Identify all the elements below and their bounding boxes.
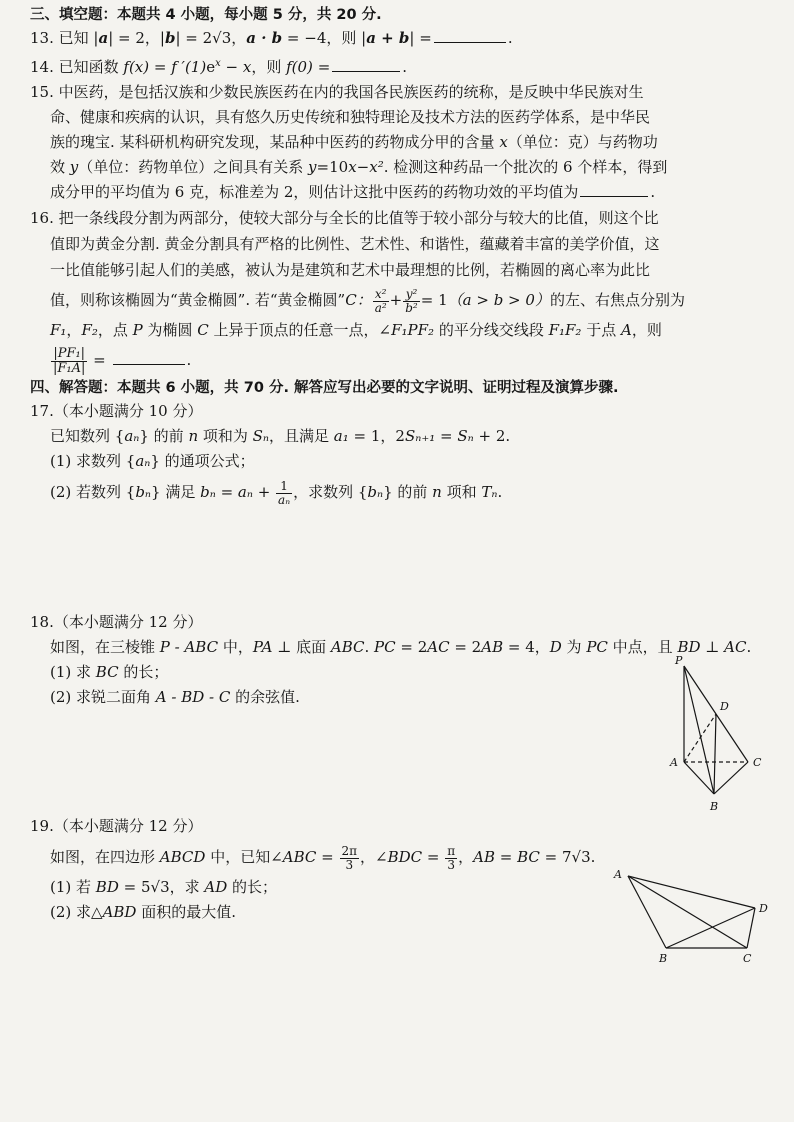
label-c: C (743, 952, 752, 965)
section-3-heading: 三、填空题：本题共 4 小题，每小题 5 分，共 20 分. (30, 7, 382, 23)
edge-bd (714, 714, 716, 794)
question-14: 14. 已知函数 f(x) = f $'(1)e^x - x$，则 f(0) = . (30, 58, 408, 76)
answer-blank[interactable] (434, 42, 506, 43)
diagonal-bd (666, 908, 755, 948)
tetrahedron-figure (664, 652, 774, 814)
edge-pb (684, 666, 714, 794)
label-a: A (670, 756, 678, 769)
answer-blank[interactable] (113, 364, 185, 365)
edge-bc (714, 762, 748, 794)
label-d: D (720, 700, 729, 713)
edge-ad-hidden (684, 714, 716, 762)
quadrilateral-figure (610, 866, 780, 968)
label-d: D (759, 902, 768, 915)
label-a: A (614, 868, 622, 881)
label-b: B (710, 800, 719, 813)
question-16: 16. 把一条线段分割为两部分，使较大部分与全长的比值等于较小部分与较大的比值，则这个比 值即为黄金分割. 黄金分割具有严格的比例性、艺术性、和谐性，蕴藏着丰富的美学价值，这 一比值能够引起人们的美感，被认为是建筑和艺术中最理想的比例，若椭圆的离心率为此比 值，则称该椭圆为“黄金椭圆”. 若“黄金椭圆”C： $\frac{\text{x²}}{\text{a²}}$ + $\frac{\text{y²}}{\text{b²}}$ = 1（a > b > 0）的左、右焦点分别为 F₁，F₂，点 P 为椭圆 C 上异于顶点的任意一点，∠F₁PF₂ 的平分线交线段 F₁F₂ 于点 A，则 $\frac{\text{|PF₁|}}{\text{|F₁A|}}$ = . (30, 209, 685, 376)
side-da (628, 876, 755, 908)
answer-blank[interactable] (580, 196, 648, 197)
edge-ab (684, 762, 714, 794)
question-13: 13. 已知 |a| = 2，|b| = 2√3，a · b = −4，则 |a + b| = . (30, 29, 513, 47)
side-cd (747, 908, 755, 948)
label-c: C (753, 756, 762, 769)
question-15: 15. 中医药，是包括汉族和少数民族医药在内的我国各民族医药的统称，是反映中华民族对生 命、健康和疾病的认识，具有悠久历史传统和独特理论及技术方法的医药学体系，是中华民 族的瑰宝. 某科研机构研究发现，某品种中医药的药物成分甲的含量 x（单位：克）与药物功 效 y（单位：药物单位）之间具有关系 y=10x−x². 检测这种药品一个批次的 6 个样本，得到 成分甲的平均值为 6 克，标准差为 2，则估计这批中医药的药物功效的平均值为 . (30, 83, 668, 201)
answer-blank[interactable] (332, 71, 400, 72)
label-p: P (675, 654, 683, 667)
exam-page (30, 4, 770, 925)
question-19: 19.（本小题满分 12 分） 如图，在四边形 ABCD 中，已知∠ABC = $\frac{2\pi}{3}$ ，∠BDC = $\frac{\pi}{3}$ ，AB = BC = 7√3. (1) 若 BD = 5√3，求 AD 的长； (2) 求△ABD 面积的最大值. (30, 817, 596, 921)
diagonal-ac (628, 876, 747, 948)
label-b: B (659, 952, 668, 965)
section-4-heading: 四、解答题：本题共 6 小题，共 70 分. 解答应写出必要的文字说明、证明过程及演算步骤. (30, 380, 619, 396)
question-17: 17.（本小题满分 10 分） 已知数列 {aₙ} 的前 n 项和为 Sₙ，且满足 a₁ = 1，2Sₙ₊₁ = Sₙ + 2. (1) 求数列 {aₙ} 的通项公式； (2) 若数列 {bₙ} 满足 bₙ = aₙ + $\frac{1}{\text{aₙ}}$ ，求数列 {bₙ} 的前 n 项和 Tₙ. (30, 402, 511, 507)
question-18: 18.（本小题满分 12 分） 如图，在三棱锥 P - ABC 中，PA ⊥ 底面 ABC. PC = 2AC = 2AB = 4，D 为 PC 中点，且 BD ⊥ AC. (1) 求 BC 的长； (2) 求锐二面角 A - BD - C 的余弦值. (30, 613, 752, 706)
